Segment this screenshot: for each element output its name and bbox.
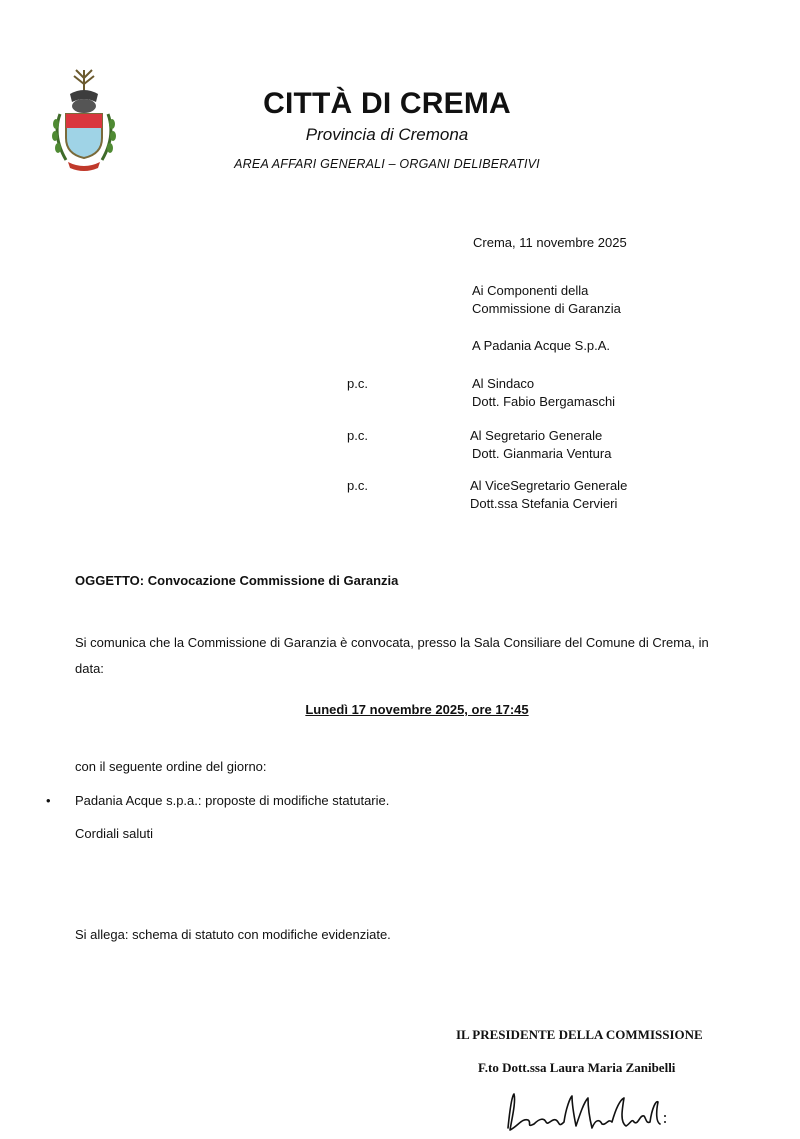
- recipient-line: Ai Componenti della: [472, 283, 589, 298]
- agenda-intro: con il seguente ordine del giorno:: [75, 759, 267, 774]
- cc-label: p.c.: [347, 376, 368, 391]
- cc-label: p.c.: [347, 428, 368, 443]
- signatory-name: F.to Dott.ssa Laura Maria Zanibelli: [478, 1060, 676, 1075]
- handwritten-signature: [500, 1088, 670, 1136]
- subject-label: OGGETTO:: [75, 573, 145, 588]
- recipient-line: A Padania Acque S.p.A.: [472, 338, 611, 353]
- attachment-note: Si allega: schema di statuto con modifiche evidenziate.: [75, 927, 391, 942]
- recipient-line: Al Sindaco: [472, 376, 535, 391]
- signatory-title: IL PRESIDENTE DELLA COMMISSIONE: [456, 1027, 703, 1042]
- bullet-icon: •: [46, 793, 51, 808]
- recipient-line: Commissione di Garanzia: [472, 301, 621, 316]
- subject-line: [75, 572, 398, 590]
- cc-label: p.c.: [347, 478, 368, 493]
- recipient-line: Al Segretario Generale: [470, 428, 603, 443]
- recipient-line: Dott.ssa Stefania Cervieri: [470, 496, 618, 511]
- department-line: AREA AFFARI GENERALI – ORGANI DELIBERATIVI: [234, 157, 540, 171]
- city-title: CITTÀ DI CREMA: [263, 87, 511, 120]
- recipient-line: Al ViceSegretario Generale: [470, 478, 628, 493]
- recipient-commissione: [472, 282, 621, 318]
- intro-line-2: data:: [75, 661, 104, 676]
- recipient-segretario: [470, 427, 611, 463]
- meeting-datetime: Lunedì 17 novembre 2025, ore 17:45: [305, 702, 529, 717]
- closing-greeting: Cordiali saluti: [75, 826, 154, 841]
- intro-line-1: Si comunica che la Commissione di Garanzia è convocata, presso la Sala Consiliare del Comune di Crema, in: [75, 635, 709, 650]
- recipient-line: Dott. Gianmaria Ventura: [472, 446, 612, 461]
- agenda-item: Padania Acque s.p.a.: proposte di modifiche statutarie.: [75, 793, 390, 808]
- recipient-vicesegretario: [470, 477, 627, 513]
- recipient-line: Dott. Fabio Bergamaschi: [472, 394, 616, 409]
- recipient-sindaco: [472, 375, 615, 411]
- place-date: Crema, 11 novembre 2025: [473, 235, 627, 250]
- subject-text: Convocazione Commissione di Garanzia: [147, 573, 399, 588]
- province-subtitle: Provincia di Cremona: [305, 125, 469, 144]
- recipient-padania: [472, 337, 610, 355]
